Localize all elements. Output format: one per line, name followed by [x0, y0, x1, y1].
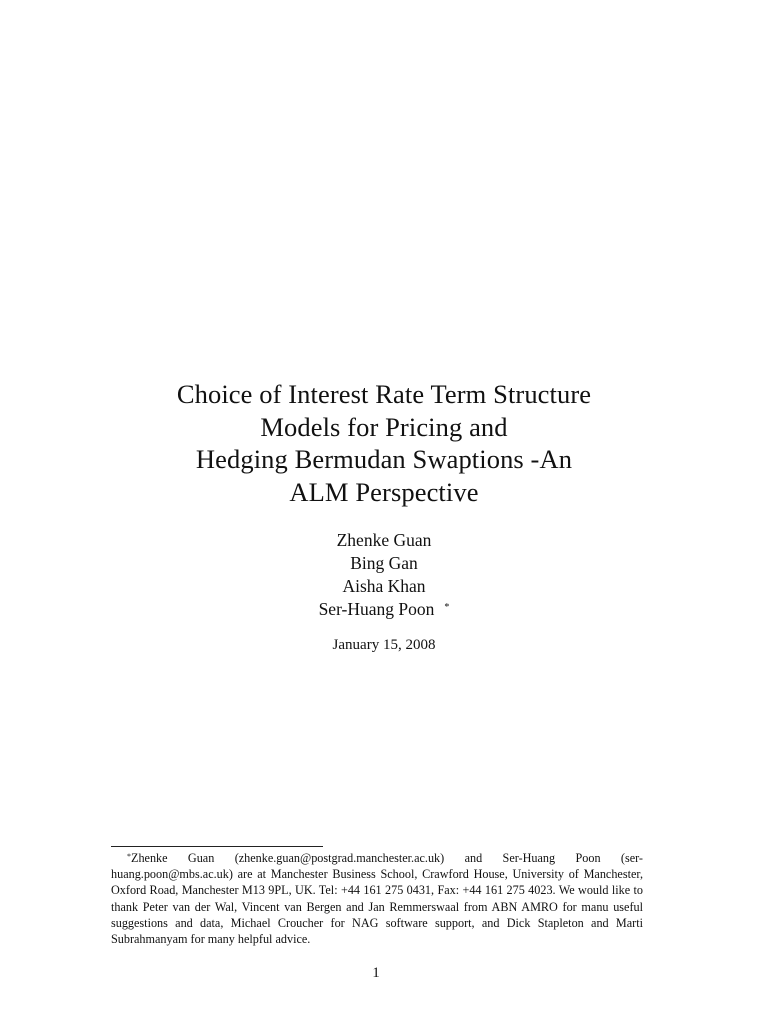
page-number: 1: [372, 965, 380, 981]
title-line: Hedging Bermudan Swaptions -An: [195, 444, 573, 474]
footnote-text: Zhenke Guan (zhenke.guan@postgrad.manchester.ac.uk) and Ser-Huang Poon (ser-huang.poon@mbs.ac.uk) are at Manchester Business School, Crawford House, University of Manchester, Oxford Road, Manchester M13 9PL, UK. Tel: +44 161 275 0431, Fax: +44 161 275 4023. We would like to thank Peter van der Wal, Vincent van Bergen and Jan Remmerswaal from ABN AMRO for manu useful suggestions and data, Michael Croucher for NAG software support, and Dick Stapleton and Marti Subrahmanyam for many helpful advice.: [111, 851, 643, 947]
title-line: ALM Perspective: [289, 476, 479, 507]
author-name: Ser-Huang Poon: [318, 599, 435, 619]
author-footnote: [111, 850, 643, 947]
author-list: [0, 529, 768, 621]
author-name-with-footnote: [0, 598, 768, 621]
author-name: Aisha Khan: [342, 576, 426, 596]
paper-date: January 15, 2008: [332, 637, 436, 653]
footnote-divider: [111, 846, 323, 847]
author-name: Zhenke Guan: [336, 530, 432, 550]
footnote-mark: *: [444, 602, 450, 613]
title-line: Choice of Interest Rate Term Structure: [176, 379, 592, 409]
paper-title: [0, 378, 768, 508]
footnote-mark: *: [127, 852, 131, 861]
author-name: Bing Gan: [350, 553, 418, 573]
title-line: Models for Pricing and: [260, 411, 508, 442]
